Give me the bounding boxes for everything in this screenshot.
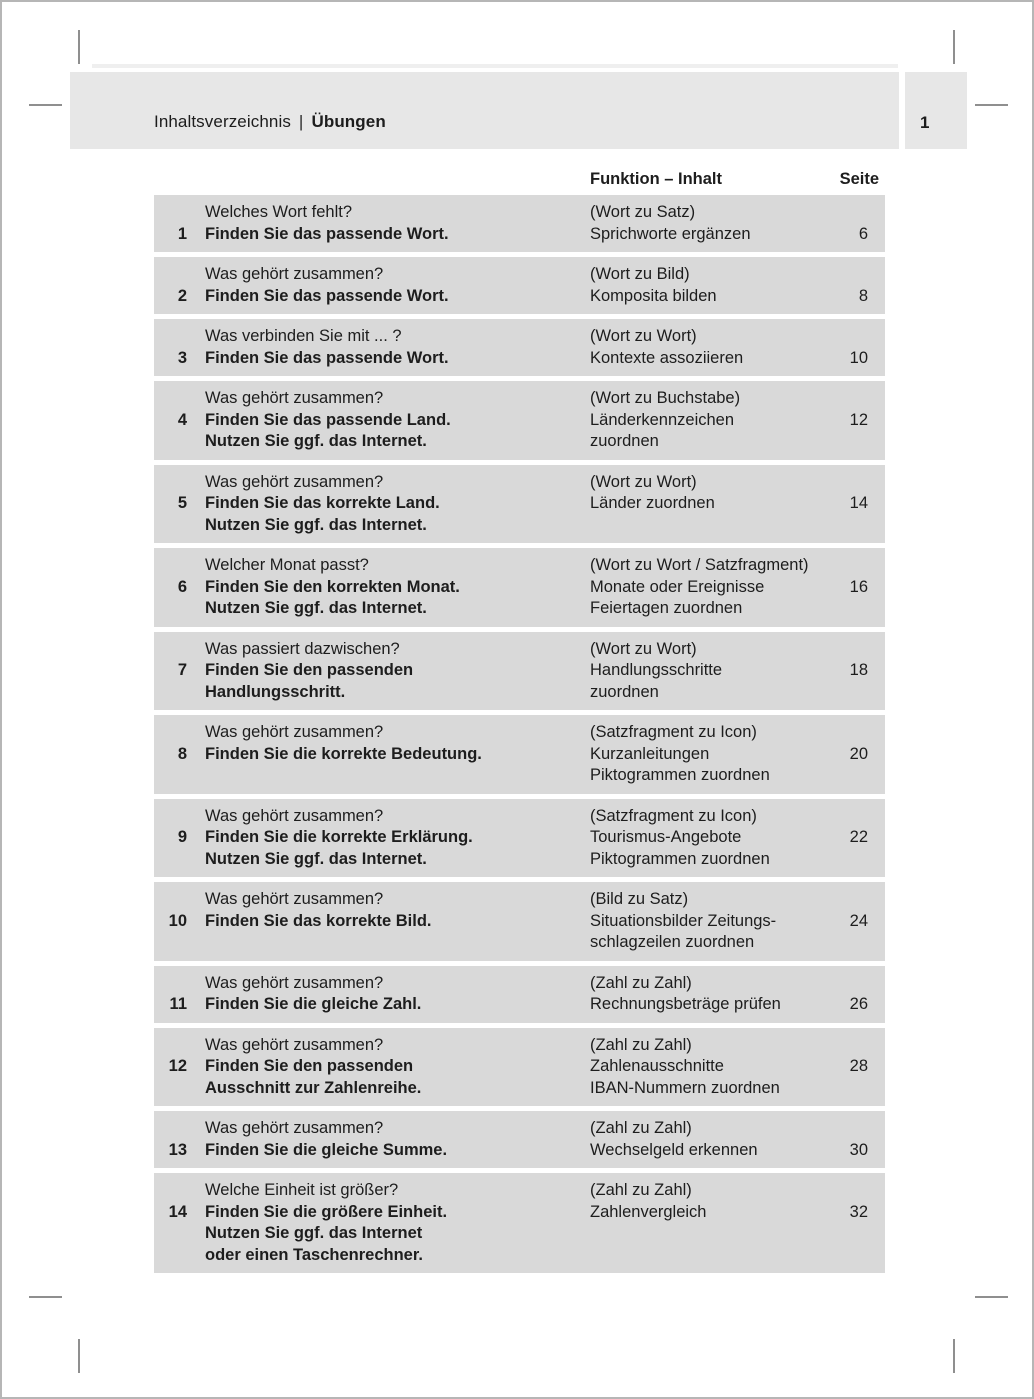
function-line: Kurzanleitungen: [590, 744, 710, 763]
exercise-number: 12: [168, 1057, 187, 1075]
crop-mark-right-horizontal: [975, 104, 1008, 106]
function-line: (Zahl zu Zahl): [590, 1181, 692, 1199]
table-row: [154, 1173, 885, 1273]
crop-mark-bottom-left-horizontal: [29, 1296, 62, 1298]
exercise-instruction-line: Nutzen Sie ggf. das Internet.: [205, 849, 427, 868]
table-row: [154, 715, 885, 794]
exercise-title: [205, 1035, 590, 1100]
function-line: Handlungsschritte: [590, 661, 723, 679]
exercise-function: [590, 1180, 825, 1266]
exercise-function: [590, 555, 825, 620]
exercise-page-number: 6: [858, 224, 868, 243]
exercise-instruction-line: Finden Sie die größere Einheit.: [205, 1202, 448, 1221]
exercise-number: 1: [177, 224, 187, 243]
exercise-page-number: 22: [849, 828, 868, 846]
function-line: Situationsbilder Zeitungs-: [590, 911, 777, 930]
exercise-function: [590, 472, 825, 537]
exercise-instruction-line: Finden Sie die korrekte Erklärung.: [205, 828, 473, 846]
function-line: (Satzfragment zu Icon): [590, 723, 757, 741]
exercise-number: 11: [169, 995, 187, 1013]
exercise-question: Was gehört zusammen?: [205, 1119, 384, 1137]
exercise-question: Was passiert dazwischen?: [205, 639, 400, 658]
exercise-page-number: 8: [858, 286, 868, 305]
exercise-function: [590, 1118, 825, 1161]
table-row: [154, 381, 885, 460]
exercise-number: 8: [177, 744, 187, 763]
exercise-page-number: 16: [849, 577, 868, 596]
exercise-number: 14: [168, 1202, 187, 1221]
function-line: (Satzfragment zu Icon): [590, 806, 757, 825]
exercise-title: [205, 555, 590, 620]
function-line: schlagzeilen zuordnen: [590, 933, 755, 951]
exercise-number: 3: [177, 348, 187, 367]
header-band: [70, 72, 899, 149]
crop-mark-bottom-left-vertical: [78, 1339, 80, 1373]
function-line: (Bild zu Satz): [590, 890, 689, 908]
exercise-instruction-line: Nutzen Sie ggf. das Internet.: [205, 515, 427, 534]
exercise-instruction-line: Finden Sie das passende Wort.: [205, 286, 449, 305]
page-number: 1: [920, 113, 930, 132]
exercise-instruction-line: Finden Sie den passenden: [205, 661, 414, 679]
exercise-question: Was gehört zusammen?: [205, 806, 384, 825]
exercise-instruction-line: Finden Sie die gleiche Zahl.: [205, 995, 422, 1013]
exercise-title: [205, 639, 590, 704]
function-line: (Zahl zu Zahl): [590, 1035, 692, 1054]
scan-artifact-line: [92, 64, 898, 68]
function-line: Feiertagen zuordnen: [590, 599, 743, 617]
exercise-function: [590, 973, 825, 1016]
exercise-title: [205, 1118, 590, 1161]
function-line: Wechselgeld erkennen: [590, 1140, 758, 1159]
table-row: [154, 257, 885, 314]
exercise-instruction-line: Nutzen Sie ggf. das Internet.: [205, 599, 427, 617]
function-line: (Wort zu Wort): [590, 639, 697, 658]
function-line: Tourismus-Angebote: [590, 828, 742, 846]
exercise-question: Was gehört zusammen?: [205, 890, 384, 908]
exercise-title: [205, 722, 590, 787]
exercise-page-number: 26: [849, 995, 868, 1013]
function-line: Rechnungsbeträge prüfen: [590, 995, 781, 1013]
crop-mark-top-right-vertical: [953, 30, 955, 64]
header-separator: |: [298, 112, 304, 131]
exercise-title: [205, 806, 590, 871]
function-line: zuordnen: [590, 682, 659, 701]
function-line: (Wort zu Wort): [590, 327, 697, 345]
exercise-page-number: 24: [849, 911, 868, 930]
exercise-title: [205, 889, 590, 954]
exercise-function: [590, 264, 825, 307]
table-row: [154, 966, 885, 1023]
exercise-page-number: 20: [849, 744, 868, 763]
toc-table: [154, 195, 885, 1278]
exercise-title: [205, 388, 590, 453]
crop-mark-left-horizontal: [29, 104, 62, 106]
table-column-headers: [154, 170, 885, 192]
exercise-instruction-line: Finden Sie das passende Land.: [205, 410, 451, 429]
exercise-instruction-line: Handlungsschritt.: [205, 682, 346, 701]
exercise-title: [205, 472, 590, 537]
column-header-page: Seite: [839, 170, 879, 188]
function-line: Piktogrammen zuordnen: [590, 766, 770, 784]
function-line: Komposita bilden: [590, 286, 717, 305]
exercise-page-number: 28: [849, 1057, 868, 1075]
table-row: [154, 882, 885, 961]
exercise-instruction-line: Nutzen Sie ggf. das Internet.: [205, 432, 427, 450]
exercise-page-number: 18: [849, 661, 868, 679]
exercise-number: 6: [177, 577, 187, 596]
exercise-question: Was verbinden Sie mit ... ?: [205, 327, 402, 345]
function-line: Zahlenausschnitte: [590, 1057, 724, 1075]
exercise-instruction-line: oder einen Taschenrechner.: [205, 1245, 423, 1264]
function-line: IBAN-Nummern zuordnen: [590, 1078, 780, 1097]
exercise-page-number: 30: [849, 1140, 868, 1159]
exercise-title: [205, 1180, 590, 1266]
function-line: (Zahl zu Zahl): [590, 973, 692, 992]
function-line: Zahlenvergleich: [590, 1202, 707, 1221]
header-section-label: Inhaltsverzeichnis: [154, 112, 291, 131]
crop-mark-bottom-right-horizontal: [975, 1296, 1008, 1298]
table-row: [154, 632, 885, 711]
exercise-question: Was gehört zusammen?: [205, 472, 384, 491]
exercise-function: [590, 388, 825, 453]
exercise-instruction-line: Finden Sie den passenden: [205, 1057, 414, 1075]
crop-mark-top-left-vertical: [78, 30, 80, 64]
function-line: (Wort zu Satz): [590, 203, 696, 221]
exercise-page-number: 32: [849, 1202, 868, 1221]
exercise-number: 7: [177, 661, 187, 679]
table-row: [154, 799, 885, 878]
exercise-question: Welcher Monat passt?: [205, 556, 369, 574]
exercise-number: 9: [177, 828, 187, 846]
exercise-page-number: 14: [849, 494, 868, 512]
table-row: [154, 195, 885, 252]
exercise-question: Was gehört zusammen?: [205, 723, 384, 741]
exercise-page-number: 12: [849, 410, 868, 429]
function-line: (Zahl zu Zahl): [590, 1119, 692, 1137]
exercise-title: [205, 973, 590, 1016]
exercise-title: [205, 202, 590, 245]
function-line: (Wort zu Wort / Satzfragment): [590, 556, 809, 574]
function-line: Piktogrammen zuordnen: [590, 849, 770, 868]
function-line: Monate oder Ereignisse: [590, 577, 765, 596]
table-row: [154, 319, 885, 376]
exercise-instruction-line: Nutzen Sie ggf. das Internet: [205, 1224, 423, 1242]
exercise-instruction-line: Finden Sie das passende Wort.: [205, 224, 449, 243]
exercise-function: [590, 639, 825, 704]
exercise-question: Was gehört zusammen?: [205, 265, 384, 283]
table-row: [154, 1111, 885, 1168]
exercise-question: Welche Einheit ist größer?: [205, 1181, 399, 1199]
page-title: [154, 112, 386, 132]
exercise-title: [205, 264, 590, 307]
exercise-number: 10: [168, 911, 187, 930]
function-line: Länderkennzeichen: [590, 410, 735, 429]
exercise-function: [590, 722, 825, 787]
exercise-number: 4: [177, 410, 187, 429]
exercise-page-number: 10: [849, 348, 868, 367]
table-row: [154, 1028, 885, 1107]
exercise-function: [590, 889, 825, 954]
table-row: [154, 465, 885, 544]
exercise-function: [590, 806, 825, 871]
exercise-question: Was gehört zusammen?: [205, 1035, 384, 1054]
exercise-instruction-line: Ausschnitt zur Zahlenreihe.: [205, 1078, 422, 1097]
exercise-function: [590, 202, 825, 245]
exercise-question: Was gehört zusammen?: [205, 973, 384, 992]
page-number-box: [905, 72, 967, 149]
exercise-instruction-line: Finden Sie die gleiche Summe.: [205, 1140, 448, 1159]
exercise-title: [205, 326, 590, 369]
exercise-question: Welches Wort fehlt?: [205, 203, 353, 221]
function-line: (Wort zu Buchstabe): [590, 389, 741, 407]
exercise-instruction-line: Finden Sie das korrekte Bild.: [205, 911, 432, 930]
exercise-instruction-line: Finden Sie das korrekte Land.: [205, 494, 440, 512]
exercise-instruction-line: Finden Sie den korrekten Monat.: [205, 577, 460, 596]
exercise-number: 5: [177, 494, 187, 512]
exercise-question: Was gehört zusammen?: [205, 389, 384, 407]
exercise-number: 13: [168, 1140, 187, 1159]
exercise-number: 2: [177, 286, 187, 305]
exercise-function: [590, 1035, 825, 1100]
function-line: Sprichworte ergänzen: [590, 224, 751, 243]
function-line: Länder zuordnen: [590, 494, 715, 512]
crop-mark-bottom-right-vertical: [953, 1339, 955, 1373]
header-chapter-label: Übungen: [311, 112, 386, 131]
function-line: (Wort zu Wort): [590, 472, 697, 491]
function-line: zuordnen: [590, 432, 659, 450]
function-line: Kontexte assoziieren: [590, 348, 744, 367]
exercise-instruction-line: Finden Sie das passende Wort.: [205, 348, 449, 367]
exercise-instruction-line: Finden Sie die korrekte Bedeutung.: [205, 744, 482, 763]
table-row: [154, 548, 885, 627]
function-line: (Wort zu Bild): [590, 265, 690, 283]
exercise-function: [590, 326, 825, 369]
column-header-function: Funktion – Inhalt: [590, 170, 722, 188]
